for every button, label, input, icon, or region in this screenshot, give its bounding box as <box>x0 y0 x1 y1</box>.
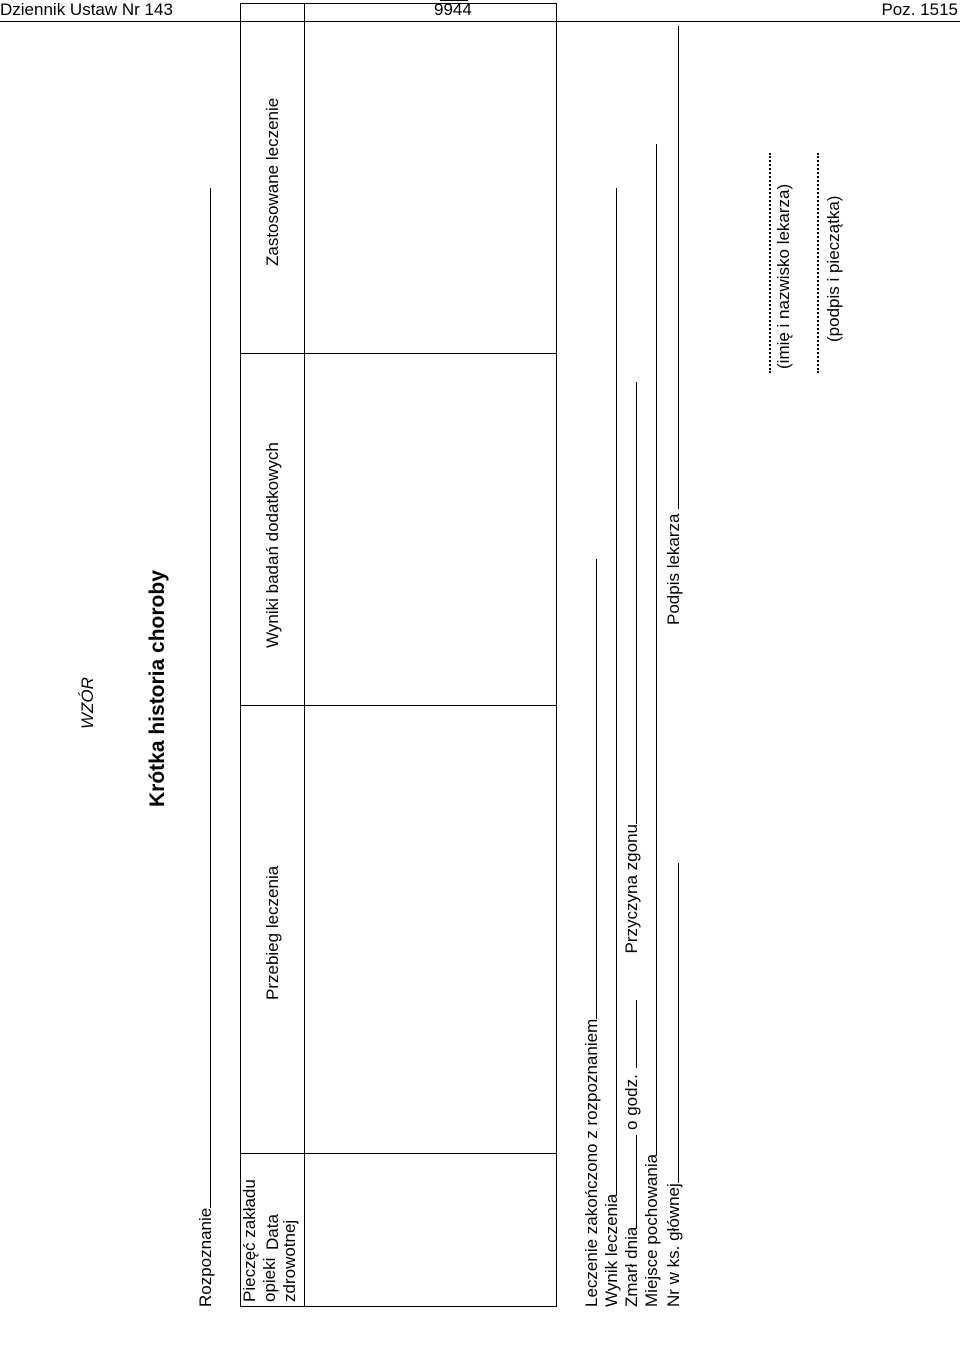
col-divider-2 <box>241 705 556 706</box>
outcome-field[interactable] <box>602 188 617 1194</box>
page-number: 9944 <box>434 0 472 19</box>
outcome-row <box>602 188 622 1307</box>
book-row <box>664 863 684 1307</box>
signature-field[interactable] <box>664 26 679 509</box>
book-no-label: Nr w ks. głównej <box>664 1183 683 1307</box>
signature-label: Podpis lekarza <box>664 513 683 625</box>
cause-label: Przyczyna zgonu <box>622 824 641 954</box>
results-column-header: Wyniki badań dodatkowych <box>263 442 282 648</box>
template-label: WZÓR <box>78 677 97 729</box>
burial-field[interactable] <box>642 144 657 1154</box>
death-row <box>622 382 642 1307</box>
position-number: Poz. 1515 <box>881 0 958 19</box>
hour-label: o godz. <box>622 1074 641 1130</box>
book-no-field[interactable] <box>664 863 679 1183</box>
diagnosis-row <box>196 188 216 1307</box>
stamp-label-line2: opieki <box>260 1257 279 1302</box>
date-column-header: Data <box>263 1214 282 1250</box>
name-caption: (imię i nazwisko lekarza) <box>774 183 793 369</box>
diagnosis-label: Rozpoznanie <box>196 1207 215 1307</box>
col-divider-1 <box>241 1153 556 1154</box>
ended-field[interactable] <box>582 559 597 1019</box>
name-dotted-line[interactable] <box>769 153 771 373</box>
ended-row <box>582 559 602 1307</box>
journal-title: Dziennik Ustaw Nr 143 <box>0 0 173 19</box>
died-label: Zmarł dnia <box>622 1226 641 1307</box>
signature-row <box>664 26 684 625</box>
col-divider-3 <box>241 353 556 354</box>
treatment-column-header: Zastosowane leczenie <box>263 97 282 266</box>
stamp-label-line3: zdrowotnej <box>280 1219 299 1302</box>
course-column-header: Przebieg leczenia <box>263 865 282 1000</box>
died-date-field[interactable] <box>622 1135 637 1227</box>
hour-field[interactable] <box>622 1000 637 1068</box>
diagnosis-field[interactable] <box>196 188 211 1208</box>
stamp-caption: (podpis i pieczątka) <box>824 195 843 342</box>
ended-label: Leczenie zakończono z rozpoznaniem <box>582 1018 601 1307</box>
header-row-divider <box>304 4 305 1306</box>
stamp-dotted-line[interactable] <box>817 153 819 373</box>
form-title: Krótka historia choroby <box>146 570 169 807</box>
records-table <box>240 3 557 1307</box>
stamp-label-line1: Pieczęć zakładu <box>240 1179 259 1302</box>
outcome-label: Wynik leczenia <box>602 1193 621 1307</box>
cause-field[interactable] <box>622 382 637 824</box>
burial-row <box>642 144 662 1307</box>
burial-label: Miejsce pochowania <box>642 1153 661 1307</box>
